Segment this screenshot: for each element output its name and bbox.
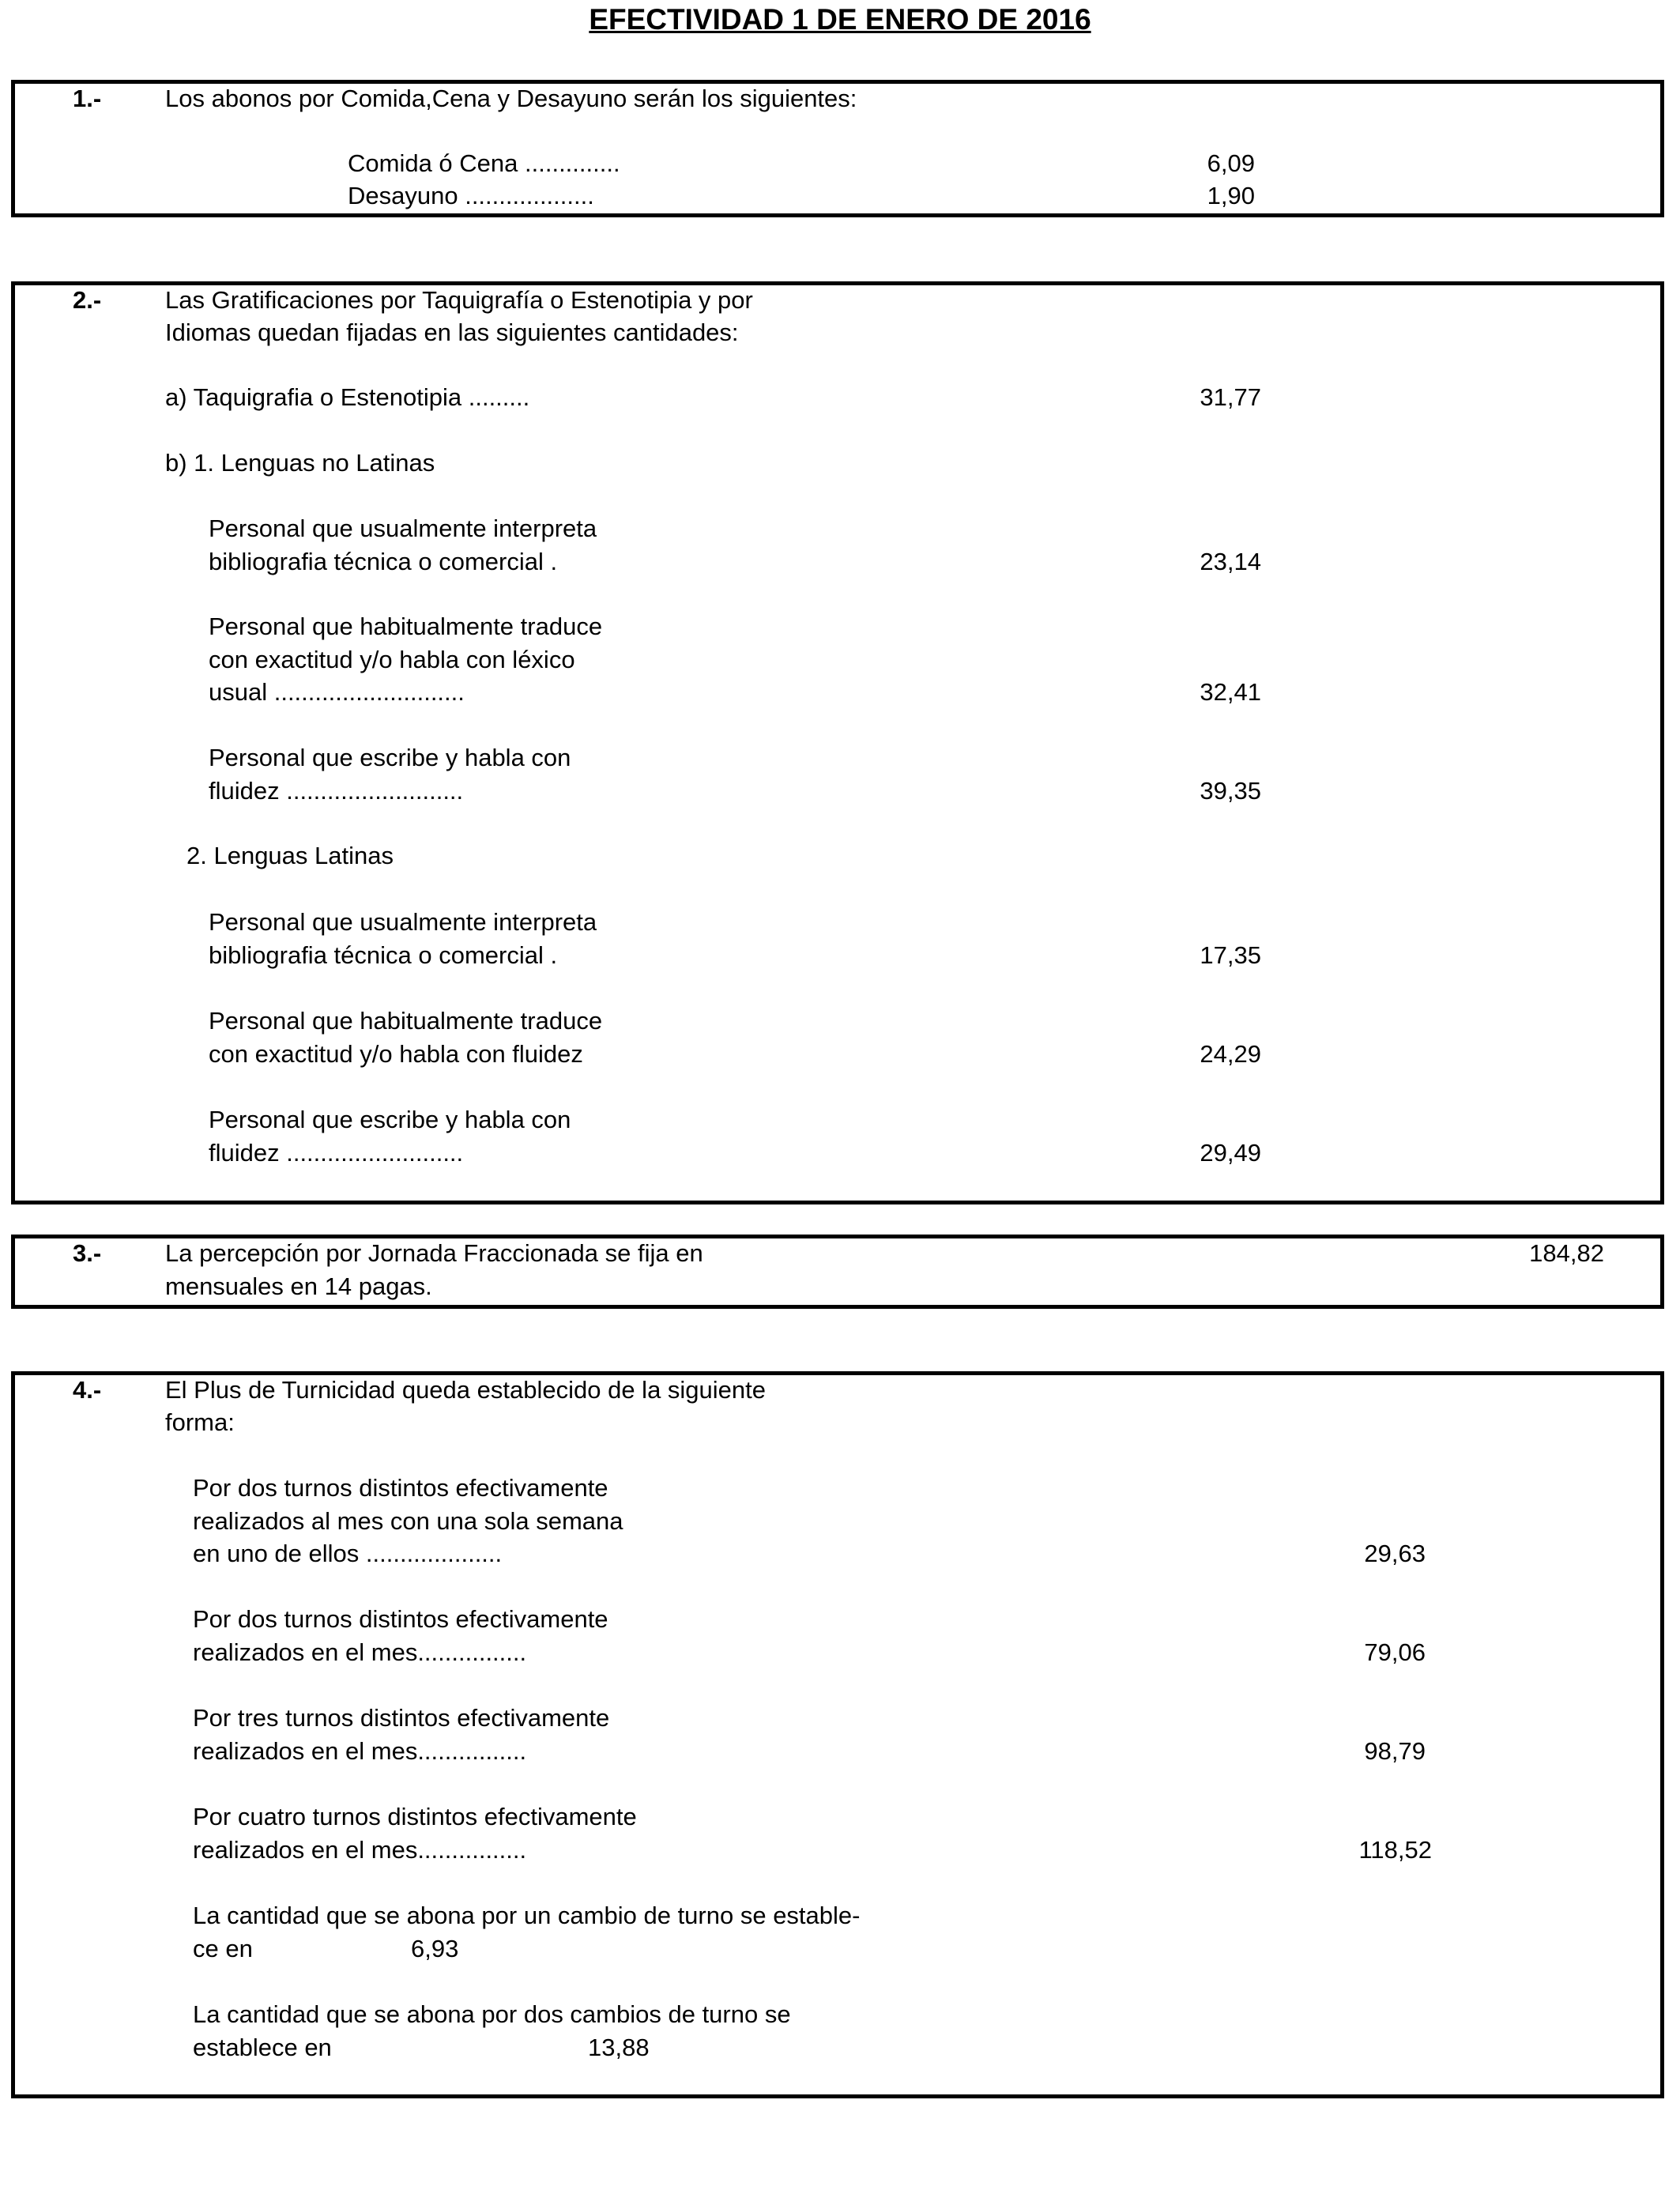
b1-item-1-line: Personal que usualmente interpreta	[209, 515, 597, 542]
turnos-item-4-value: 118,52	[1358, 1836, 1432, 1864]
comida-label: Comida ó Cena ..............	[348, 149, 620, 177]
turnos-item-1-line: Por dos turnos distintos efectivamente	[193, 1474, 608, 1502]
turnos-item-2-value: 79,06	[1364, 1638, 1426, 1666]
desayuno-value: 1,90	[1207, 182, 1255, 209]
b2-item-2-line: Personal que habitualmente traduce	[209, 1007, 603, 1035]
b1-item-2-line: con exactitud y/o habla con léxico	[209, 646, 575, 673]
turnos-item-1-line: en uno de ellos ....................	[193, 1540, 503, 1567]
lenguas-no-latinas-heading: b) 1. Lenguas no Latinas	[165, 449, 435, 477]
section-2-number: 2.-	[73, 286, 102, 314]
turnos-item-1-value: 29,63	[1364, 1540, 1426, 1567]
section-4-intro-line: forma:	[165, 1408, 235, 1436]
section-2-intro-line: Idiomas quedan fijadas en las siguientes cantidades:	[165, 319, 739, 346]
lenguas-latinas-heading: 2. Lenguas Latinas	[186, 842, 394, 869]
section-3-line: mensuales en 14 pagas.	[165, 1272, 432, 1300]
turnos-item-4-line: Por cuatro turnos distintos efectivamente	[193, 1803, 637, 1830]
b2-item-1-value: 17,35	[1200, 941, 1261, 969]
b2-item-2-line: con exactitud y/o habla con fluidez	[209, 1040, 583, 1068]
cambio-turno-line: La cantidad que se abona por un cambio de turno se estable-	[193, 1902, 861, 1929]
b1-item-1-line: bibliografia técnica o comercial .	[209, 548, 558, 575]
b1-item-3-value: 39,35	[1200, 777, 1261, 805]
turnos-item-4-line: realizados en el mes................	[193, 1836, 527, 1864]
jornada-fraccionada-value: 184,82	[1529, 1239, 1604, 1267]
dos-cambios-turno-line: La cantidad que se abona por dos cambios de turno se	[193, 2000, 791, 2028]
section-1-number: 1.-	[73, 85, 102, 112]
b1-item-3-line: Personal que escribe y habla con	[209, 744, 571, 771]
section-4-intro-line: El Plus de Turnicidad queda establecido de la siguiente	[165, 1376, 767, 1404]
b1-item-3-line: fluidez ..........................	[209, 777, 464, 805]
section-1-intro: Los abonos por Comida,Cena y Desayuno serán los siguientes:	[165, 85, 857, 112]
b1-item-2-line: usual ............................	[209, 678, 465, 706]
turnos-item-3-line: Por tres turnos distintos efectivamente	[193, 1704, 610, 1732]
b2-item-1-line: bibliografia técnica o comercial .	[209, 941, 558, 969]
turnos-item-3-line: realizados en el mes................	[193, 1737, 527, 1765]
taquigrafia-value: 31,77	[1200, 383, 1261, 411]
b1-item-2-line: Personal que habitualmente traduce	[209, 613, 603, 640]
b1-item-1-value: 23,14	[1200, 548, 1261, 575]
document-title: EFECTIVIDAD 1 DE ENERO DE 2016	[589, 3, 1091, 36]
turnos-item-3-value: 98,79	[1364, 1737, 1426, 1765]
turnos-item-1-line: realizados al mes con una sola semana	[193, 1507, 623, 1535]
turnos-item-2-line: Por dos turnos distintos efectivamente	[193, 1605, 608, 1633]
dos-cambios-turno-value: 13,88	[588, 2034, 650, 2061]
desayuno-label: Desayuno ...................	[348, 182, 594, 209]
taquigrafia-label: a) Taquigrafia o Estenotipia .........	[165, 383, 530, 411]
b2-item-2-value: 24,29	[1200, 1040, 1261, 1068]
b1-item-2-value: 32,41	[1200, 678, 1261, 706]
comida-value: 6,09	[1207, 149, 1255, 177]
section-3-line: La percepción por Jornada Fraccionada se fija en	[165, 1239, 703, 1267]
cambio-turno-value: 6,93	[411, 1935, 459, 1962]
section-2-intro-line: Las Gratificaciones por Taquigrafía o Estenotipia y por	[165, 286, 753, 314]
cambio-turno-line: ce en	[193, 1935, 253, 1962]
b2-item-3-line: fluidez ..........................	[209, 1139, 464, 1167]
b2-item-3-value: 29,49	[1200, 1139, 1261, 1167]
dos-cambios-turno-line: establece en	[193, 2034, 332, 2061]
turnos-item-2-line: realizados en el mes................	[193, 1638, 527, 1666]
b2-item-1-line: Personal que usualmente interpreta	[209, 908, 597, 936]
section-4-number: 4.-	[73, 1376, 102, 1404]
section-3-number: 3.-	[73, 1239, 102, 1267]
b2-item-3-line: Personal que escribe y habla con	[209, 1106, 571, 1133]
